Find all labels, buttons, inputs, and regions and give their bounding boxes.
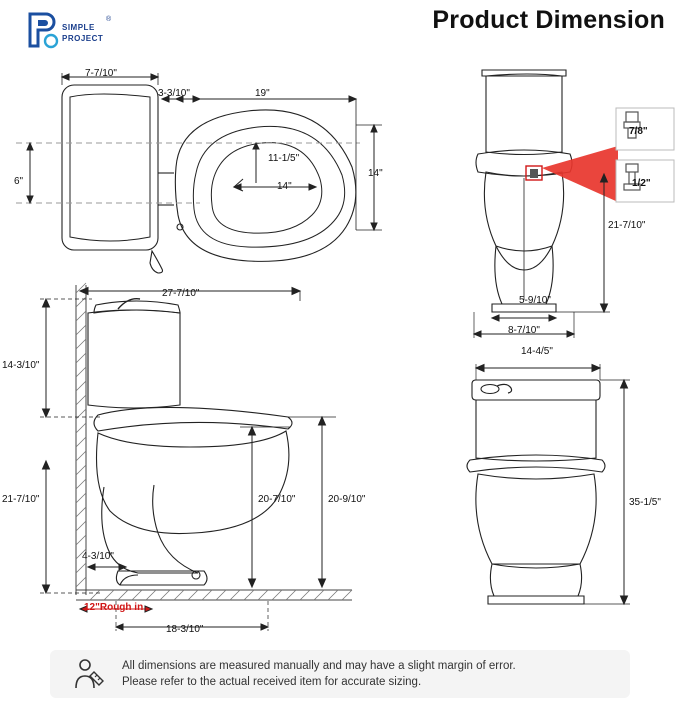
dim-base-offset: 4-3/10": [82, 551, 114, 562]
dim-supply-inlet: 7/8": [629, 126, 648, 137]
dim-tank-width-rear: 14-4/5": [521, 346, 553, 357]
dim-supply-outlet: 1/2": [632, 178, 651, 189]
registered-mark: ®: [106, 16, 112, 23]
dim-rough-in: 12"Rough in: [84, 602, 144, 613]
dim-tank-height: 14-3/10": [2, 360, 40, 371]
disclaimer-text: [122, 658, 516, 690]
dim-base-length: 18-3/10": [166, 624, 204, 635]
dim-bowl-height: 21-7/10": [2, 494, 40, 505]
simple-project-logo-icon: [20, 10, 60, 50]
top-view-drawing: [0, 55, 400, 265]
disclaimer-line-2: Please refer to the actual received item for accurate sizing.: [122, 676, 422, 688]
dim-seat-height: 20-7/10": [258, 494, 296, 505]
dim-overall-length: 27-7/10": [162, 288, 200, 299]
disclaimer-note: [50, 650, 630, 698]
dim-tank-to-bowl-offset: 3-3/10": [158, 88, 190, 99]
dim-tank-height-side: 6": [14, 176, 24, 187]
dim-seat-inner-width: 14": [277, 181, 292, 192]
measuring-person-icon: [72, 658, 106, 690]
dim-foot-spread-inner: 5-9/10": [519, 295, 551, 306]
dim-inlet-height: 21-7/10": [608, 220, 646, 231]
logo-wordmark: [62, 22, 103, 44]
dim-bowl-length: 19": [255, 88, 270, 99]
dim-overall-width: 14": [368, 168, 383, 179]
rear-view-drawing: [430, 350, 679, 630]
dim-foot-spread-outer: 8-7/10": [508, 325, 540, 336]
front-view-drawing: [430, 50, 679, 340]
dim-seat-inner-length: 11-1/5": [268, 153, 300, 164]
dim-total-height: 20-9/10": [328, 494, 366, 505]
brand-logo: [14, 8, 134, 58]
page-title: Product Dimension: [432, 6, 665, 34]
dim-tank-width: 7-7/10": [85, 68, 117, 79]
disclaimer-line-1: All dimensions are measured manually and may have a slight margin of error.: [122, 660, 516, 672]
logo-line-1: SIMPLE: [62, 23, 95, 32]
dim-overall-height-rear: 35-1/5": [629, 497, 661, 508]
logo-line-2: PROJECT: [62, 34, 104, 43]
side-view-drawing: [0, 275, 400, 630]
